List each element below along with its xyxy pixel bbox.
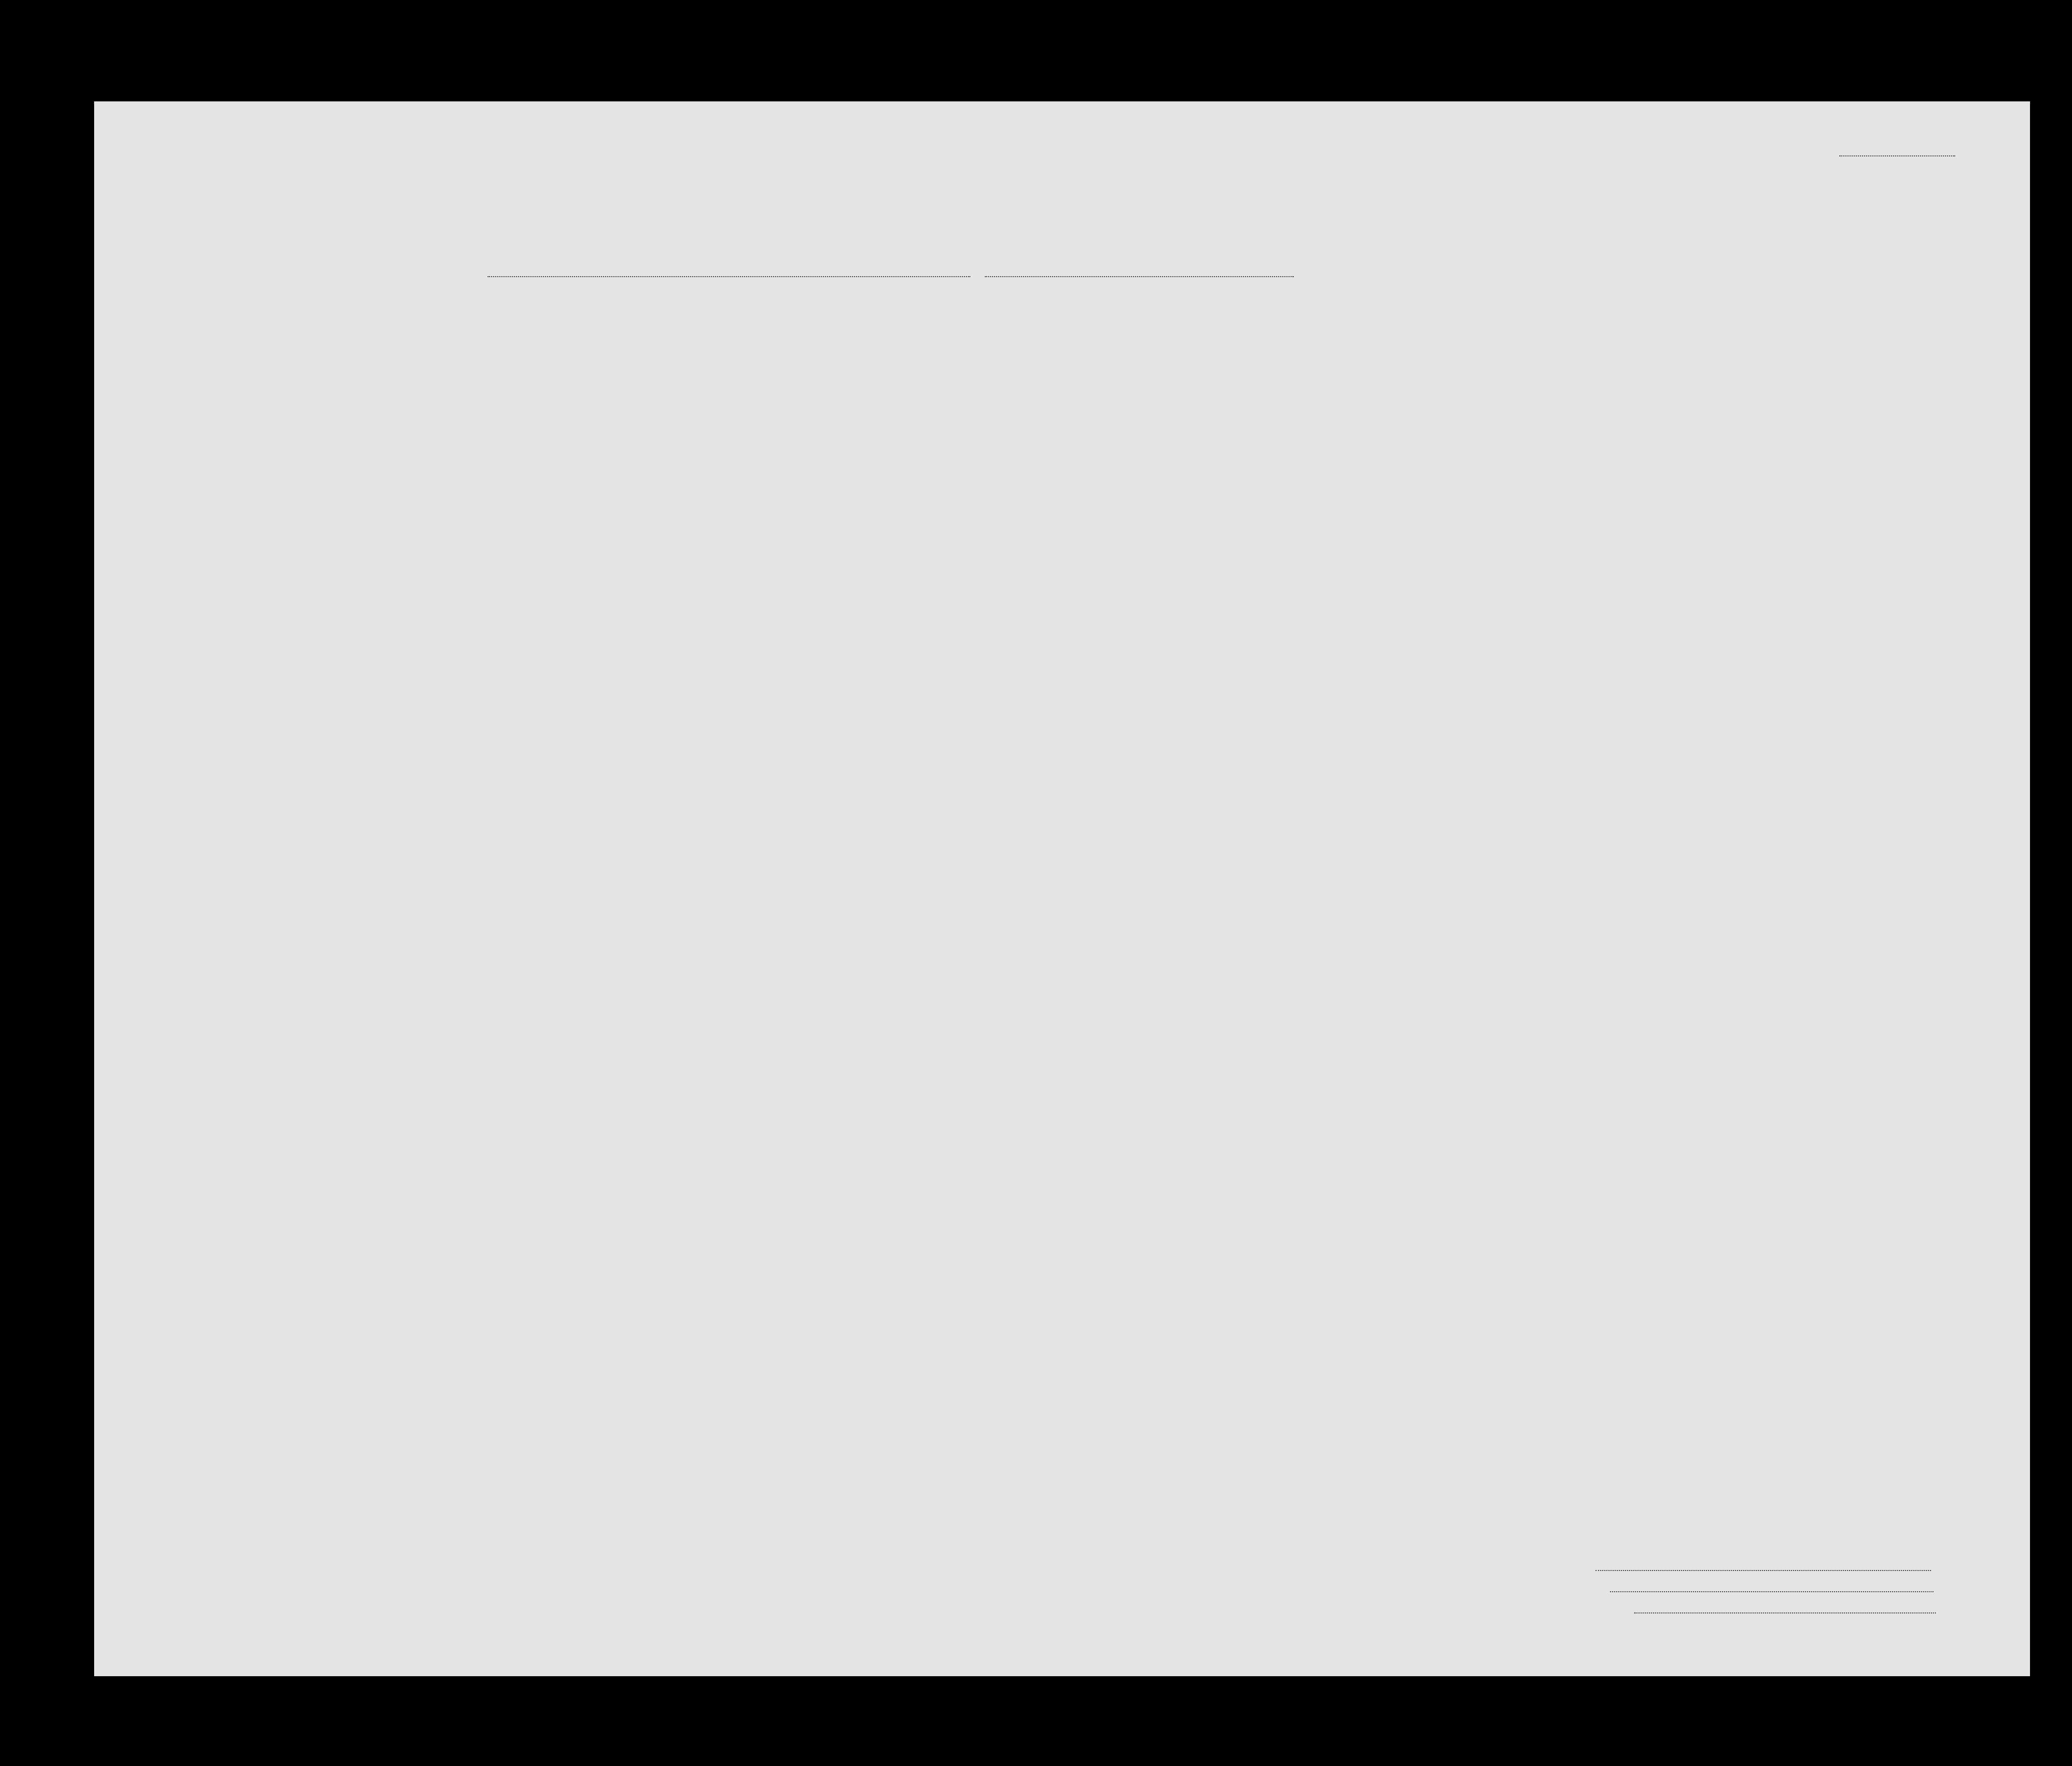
- col-24-b: [1311, 377, 1338, 454]
- list-rule: [1839, 155, 1955, 156]
- col-24-c: [1340, 367, 1367, 454]
- col-26-label: [1412, 348, 1431, 454]
- port-rule: [488, 276, 970, 277]
- col-24-a: [1266, 357, 1309, 454]
- line-rule: [1596, 1570, 1931, 1571]
- col-27-label: [1436, 348, 1456, 454]
- owners-rule: [1610, 1591, 1933, 1592]
- agents-rule: [1634, 1612, 1936, 1613]
- col-21-label: [834, 333, 859, 454]
- col-30-label: [1547, 348, 1567, 454]
- col-31-label: [1569, 348, 1588, 454]
- col-28-label: [1460, 338, 1509, 454]
- col-29-label: [1512, 338, 1544, 454]
- col-34-feet: [1708, 381, 1725, 449]
- col-19-label: [713, 333, 742, 454]
- date-rule: [985, 276, 1294, 277]
- col-25-label: [1371, 348, 1407, 454]
- col-34-inches: [1728, 381, 1745, 449]
